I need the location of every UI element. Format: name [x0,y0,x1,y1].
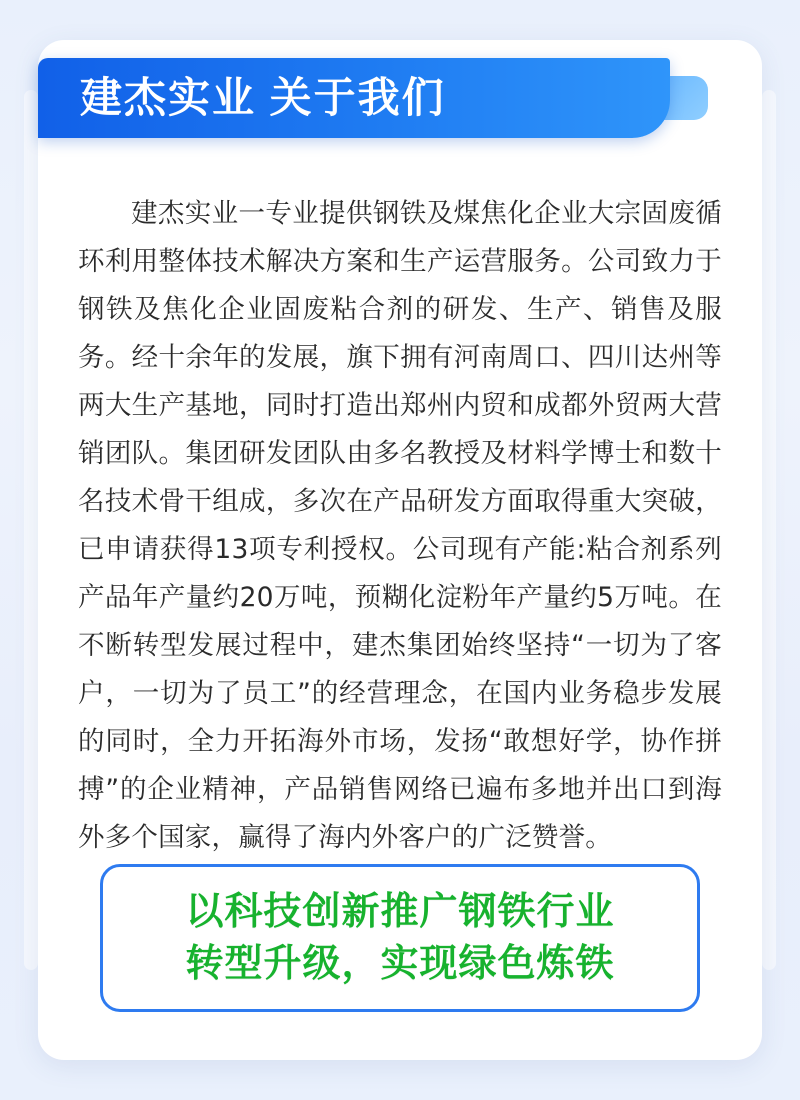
page-header [38,58,678,138]
page-title: 建杰实业 关于我们 [80,74,446,121]
page-edge-right [762,90,776,970]
header-ribbon [38,58,670,138]
slogan-line-2: 转型升级，实现绿色炼铁 [185,943,615,985]
about-us-paragraph: 建杰实业一专业提供钢铁及煤焦化企业大宗固废循环利用整体技术解决方案和生产运营服务。公司致力于钢铁及焦化企业固废粘合剂的研发、生产、销售及服务。经十余年的发展，旗下拥有河南周口、四川达州等两大生产基地，同时打造出郑州内贸和成都外贸两大营销团队。集团研发团队由多名教授及材料学博士和数十名技术骨干组成，多次在产品研发方面取得重大突破，已申请获得13项专利授权。公司现有产能:粘合剂系列产品年产量约20万吨，预糊化淀粉年产量约5万吨。在不断转型发展过程中，建杰集团始终坚持“一切为了客户，一切为了员工”的经营理念，在国内业务稳步发展的同时，全力开拓海外市场，发扬“敢想好学，协作拼搏”的企业精神，产品销售网络已遍布多地并出口到海外多个国家，赢得了海内外客户的广泛赞誉。 [78,198,722,853]
about-us-body [78,190,722,862]
page-edge-left [24,90,38,970]
slogan-line-1: 以科技创新推广钢铁行业 [185,891,615,933]
slogan-banner [100,864,700,1012]
content-card [38,40,762,1060]
